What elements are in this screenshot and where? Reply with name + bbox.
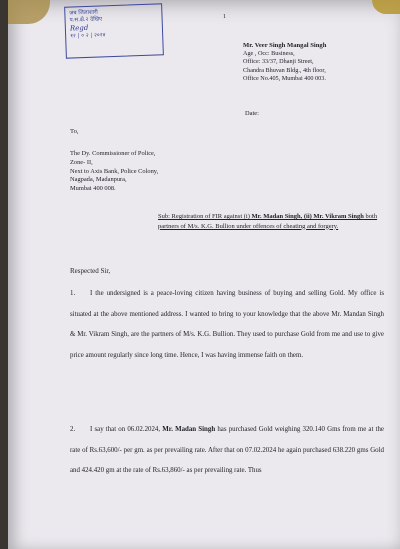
sender-address-3: Office No.405, Mumbai 400 003. [243, 74, 326, 82]
page-corner-fold-right [372, 0, 400, 14]
to-label: To, [70, 128, 79, 135]
sender-block [243, 42, 393, 83]
addressee-line-5: Mumbai 400 008. [70, 185, 116, 193]
sender-address-2: Chandra Bhuvan Bldg., 4th floor, [243, 66, 326, 74]
letter-page [8, 0, 400, 549]
subject-line [158, 212, 398, 231]
stamp-line-2: प.स.क्षे.२ देखिए [69, 16, 103, 24]
page-number: 1 [223, 14, 226, 20]
paragraph-1-text: I the undersigned is a peace-loving citizen having business of buying and selling Gold. My office is situated at the above mentioned address. I wanted to bring to your knowledge that the above Mr. Mandan Singh & Mr. Vikram Singh, are the partners of M/s. K.G. Bullion. They used to purchase Gold from me and use to give price amount regularly since long time. Hence, I was having immense faith on them. [70, 290, 384, 359]
paragraph-1 [70, 284, 384, 366]
paragraph-2-text-a: I say that on 06.02.2024, [90, 426, 161, 433]
addressee-block [70, 150, 270, 194]
stamp-signature: Regd [69, 23, 89, 33]
subject-prefix: Sub: Registration of FIR against (i) [158, 213, 250, 220]
paragraph-2-name: Mr. Madan Singh [162, 426, 216, 433]
receipt-stamp [64, 3, 164, 58]
subject-accused-names: Mr. Madan Singh, (ii) Mr. Vikram Singh [251, 213, 364, 220]
stamp-date: १२ | ० २ | २०२४ [70, 31, 106, 40]
addressee-line-2: Zone- II, [70, 158, 93, 166]
date-label: Date: [245, 110, 259, 117]
sender-age-occupation: Age , Occ: Business, [243, 50, 295, 58]
addressee-line-4: Nagpada, Madanpura, [70, 176, 127, 184]
addressee-line-1: The Dy. Commissioner of Police, [70, 150, 156, 157]
paragraph-2-number: 2. [70, 426, 76, 433]
paragraph-2 [70, 420, 384, 482]
stamp-line-1: ज़ब जिलाशारी [69, 9, 98, 17]
sender-name: Mr. Veer Singh Mangal Singh [243, 42, 327, 49]
sender-address-1: Office: 33/37, Dhanji Street, [243, 58, 314, 66]
page-corner-fold [8, 0, 50, 24]
paragraph-1-number: 1. [70, 290, 76, 297]
subject-suffix: both partners of M/s. K.G. Bullion under offences of cheating and forgery. [158, 213, 378, 230]
salutation: Respected Sir, [70, 267, 111, 275]
paragraph-2-text-b: has purchased Gold weighing 320.140 Gms from me at the rate of Rs.63,600/- per gm. as per prevailing rate. After that on 07.02.2024 he again purchased 638.220 gms Gold and 424.420 gm at the rate of Rs.63,860/- as per prevailing rate. Thus [70, 426, 384, 474]
addressee-line-3: Next to Axis Bank, Police Colony, [70, 167, 159, 175]
